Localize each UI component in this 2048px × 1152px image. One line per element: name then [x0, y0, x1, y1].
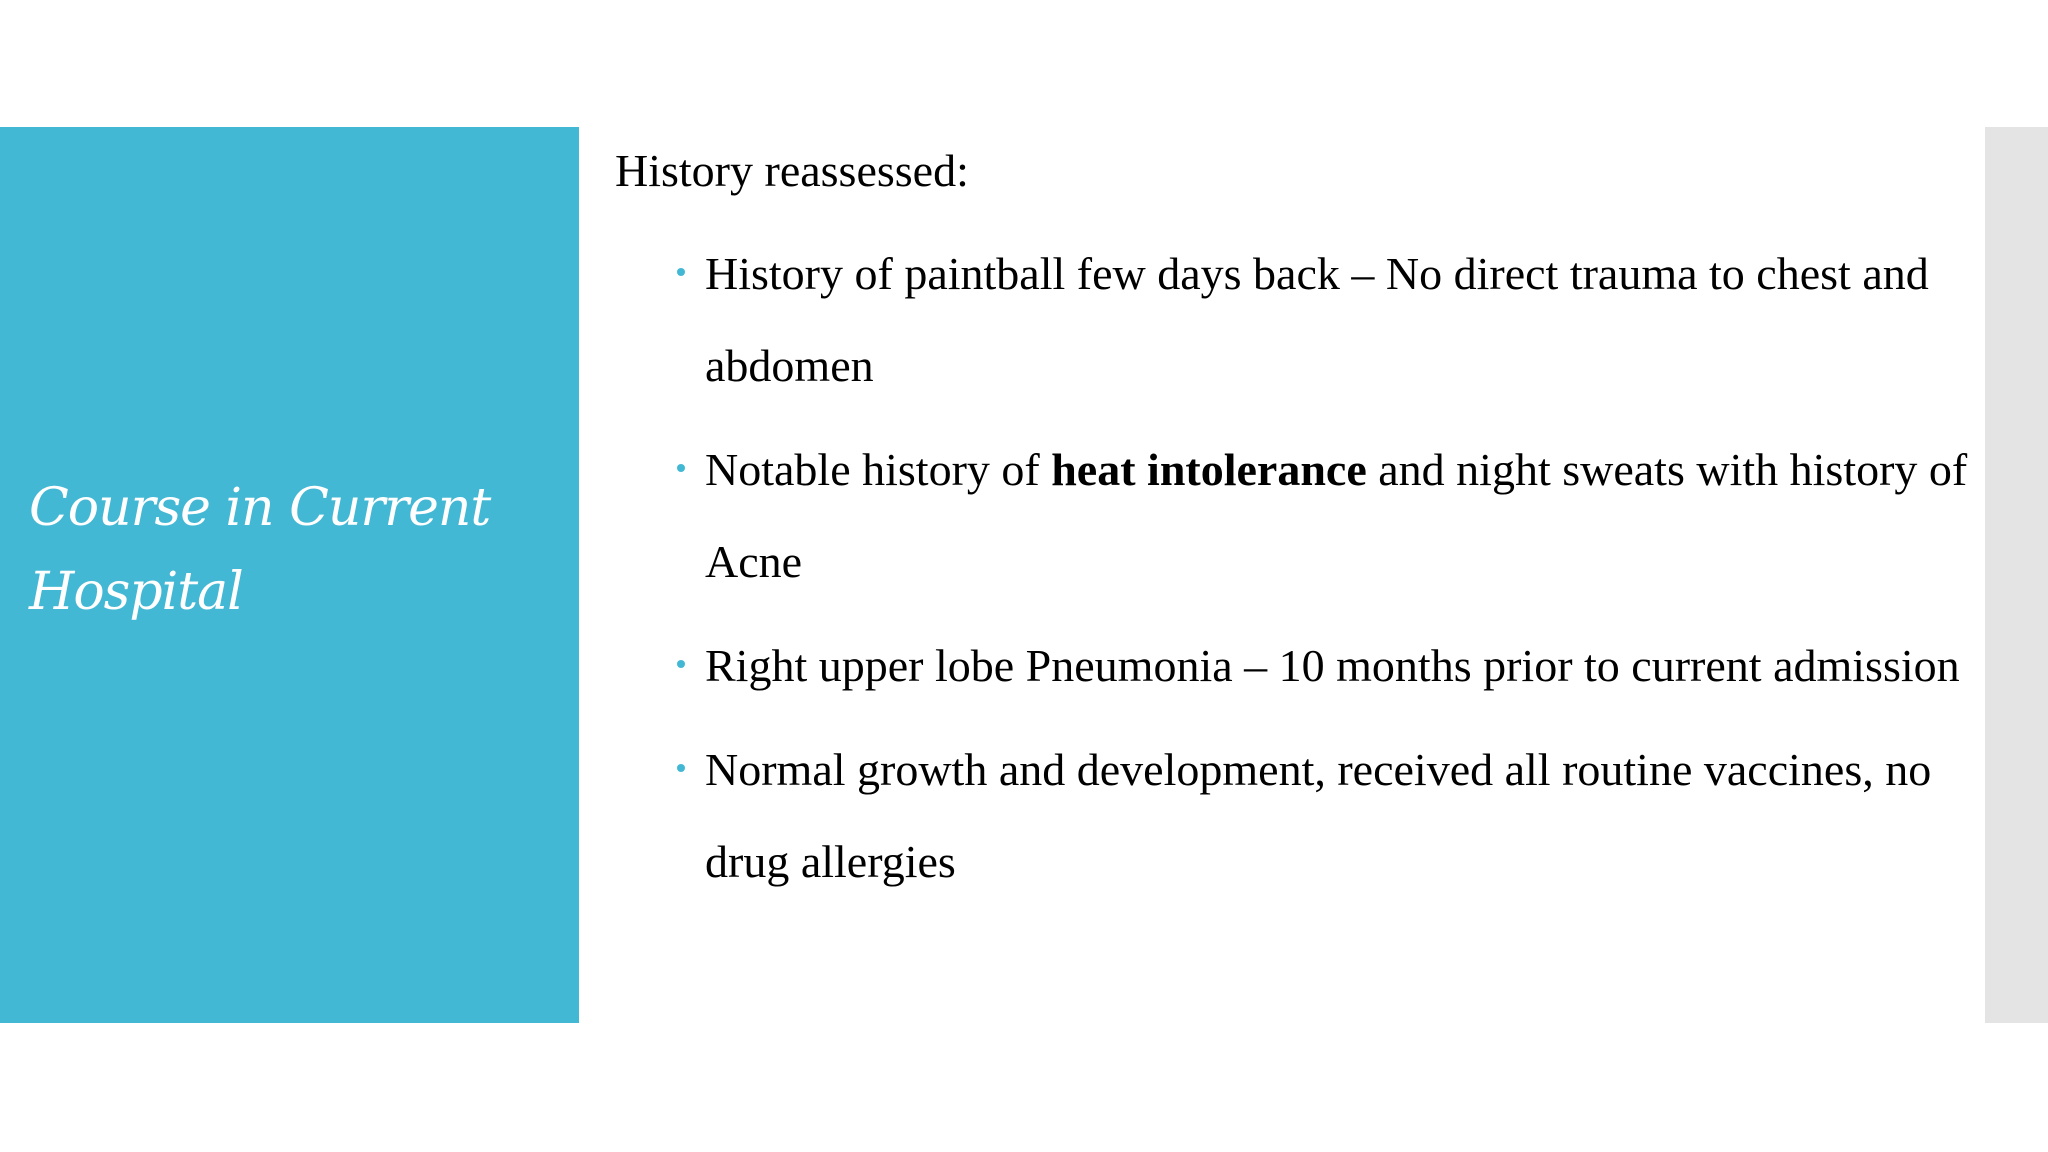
bullet-item	[615, 724, 1985, 908]
bullet-text-after: and night sweats with history of Acne	[705, 444, 1968, 587]
bullet-text-before: Notable history of	[705, 444, 1052, 495]
bullet-text: Right upper lobe Pneumonia – 10 months prior to current admission	[705, 640, 1960, 691]
bullet-dot-icon	[677, 660, 685, 668]
bullet-list	[615, 228, 1985, 908]
bullet-dot-icon	[677, 268, 685, 276]
bullet-item	[615, 228, 1985, 412]
content-heading: History reassessed:	[615, 145, 969, 196]
bullet-text: History of paintball few days back – No direct trauma to chest and abdomen	[705, 248, 1929, 391]
right-edge-bar	[1985, 127, 2048, 1023]
bullet-dot-icon	[677, 764, 685, 772]
slide-title: Course in Current Hospital	[29, 478, 491, 622]
bullet-dot-icon	[677, 464, 685, 472]
bullet-text-bold: heat intolerance	[1051, 444, 1367, 495]
bullet-text: Normal growth and development, received all routine vaccines, no drug allergies	[705, 744, 1932, 887]
slide-content	[615, 136, 1985, 920]
bullet-item	[615, 424, 1985, 608]
bullet-item	[615, 620, 1985, 712]
